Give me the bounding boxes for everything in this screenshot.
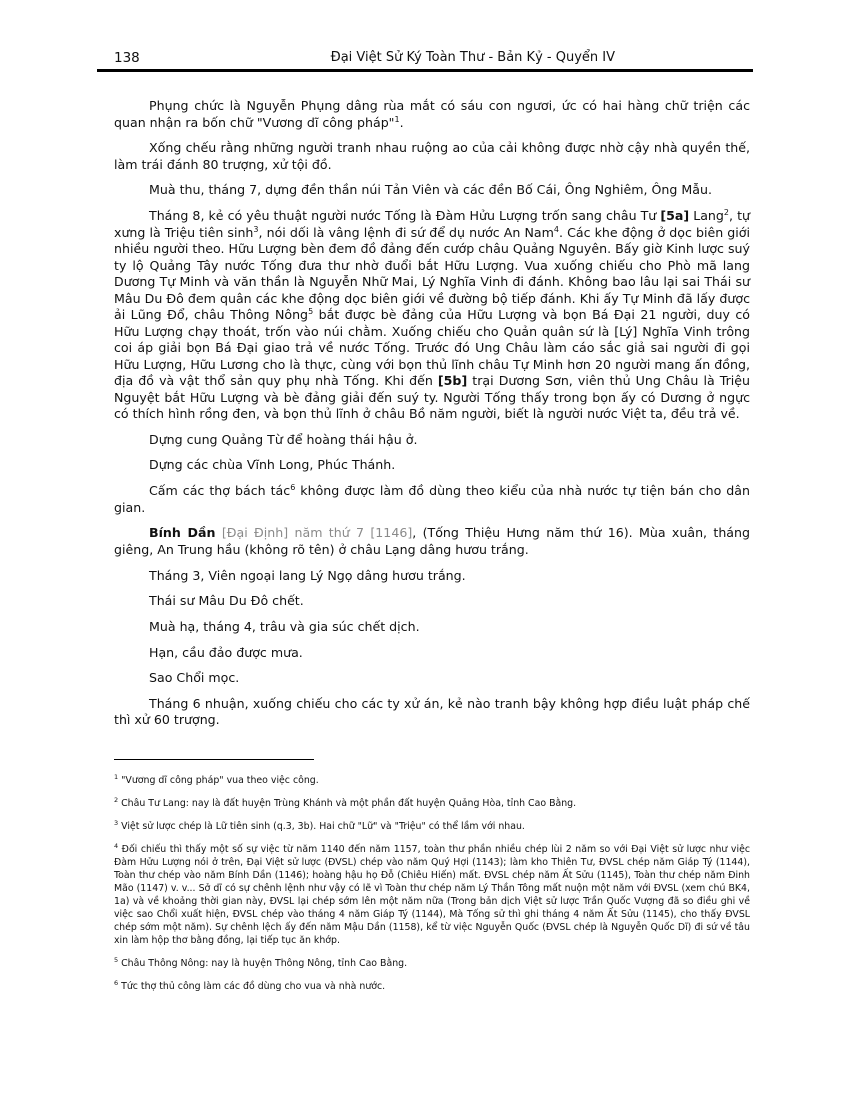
body-text <box>114 98 750 738</box>
paragraph-4: Tháng 8, kẻ có yêu thuật người nước Tống là Đàm Hửu Lượng trốn sang châu Tư [5a] Lang$^2$, tự xưng là Triệu tiên $\sinh^3$, nói dối là vâng lệnh đi sứ để dụ nước An Nam$^4$. Các khe động ở dọc biên giới nhiều người theo. Hữu Lượng bèn đem đồ đảng đến cướp châu Quảng Nguyên. Bấy giờ Kinh lược suý ty lộ Quảng Tây nước Tống đưa thư nhờ đuổi bắt Hữu Lượng. Vua xuống chiếu cho Phò mã lang Dương Tự Minh và văn thần là Nguyễn Nhữ Mai, Lý Nghĩa Vinh đi đánh. Không bao lâu lại sai Thái sư Mâu Du Đô đem quân các khe động dọc biên giới về đường bộ tiếp đánh. Khi ấy Tự Minh đã lấy được ải Lũng Đổ, châu Thông Nông$^5$ bắt được bè đảng của Hữu Lượng và bọn Bá Đại 21 người, duy có Hữu Lượng chạy thoát, trốn vào núi chằm. Xuống chiếu cho Quản quân sứ là [Lý] Nghĩa Vinh trông coi áp giải bọn Bá Đại giao trả về nước Tống. Trước đó Ung Châu làm cáo sắc giả sai người đi gọi Hữu Lượng, Hữu Lương cho là thực, cùng với bọn thủ lĩnh châu Tự Minh hơn 20 người mang ấn đồng, địa đồ và vật thổ sản quy phụ nhà Tống. Khi đến [5b] trại Dương Sơn, viên thủ Ung Châu là Triệu Nguyệt bắt Hữu Lượng và bè đảng giải đến suý ty. Người Tống thấy trong bọn ấy có Dương ở ngực có thích hình rồng đen, và bọn thủ lĩnh ở châu Bồ năm người, biết là người nước Việt ta, đều trả về. <box>114 207 750 422</box>
footnote-4: $^4$ Đối chiếu thì thấy một số sự việc từ năm 1140 đến năm 1157, toàn thư phần nhiều chép lùi 2 năm so với Đại Việt sử lược như việc Đàm Hửu Lượng nói ở trên, Đại Việt sử lược (ĐVSL) chép vào năm Quý Hợi (1143); làm kho Thiên Tư, ĐVSL chép năm Giáp Tý (1144), Toàn thư chép vào năm Bính Dần (1146); hoàng hậu họ Đỗ (Chiêu Hiến) mất. ĐVSL chép năm Ất Sửu (1145), Toàn thư chép năm Đinh Mão (1147) v. v... Sở dĩ có sự chênh lệnh như vậy có lẽ vì Toàn thư chép năm Lý Thần Tông mất nuộn một năm với ĐVSL (xem chú BK4, 1a) và về khoảng thời gian này, ĐVSL lại chép sớm lên một năm nữa (Trong bản dịch Việt sử lược Trần Quốc Vượng đã so điều ghi về việc sao Chổi xuất hiện, ĐVSL chép vào tháng 4 năm Giáp Tý (1144), Mà Tống sử thì ghi tháng 4 năm Ất Sửu (1145), cho thấy ĐVSL chép sớm một năm). Sự chênh lệch ấy đến năm Mậu Dần (1158), kể từ việc Nguyễn Quốc (ĐVSL chép là Nguyễn Quốc Dĩ) đi sứ về tâu xin làm hộp thơ bằng đồng, lại tiếp tục ăn khớp. <box>114 841 750 946</box>
year-heading: Bính Dần <box>149 525 216 541</box>
paragraph-11: Muà hạ, tháng 4, trâu và gia súc chết dịch. <box>149 618 420 634</box>
page-number: 138 <box>114 50 140 66</box>
footnote-ref-6[interactable]: 6 <box>290 482 296 492</box>
page-marker-5a: [5a] <box>660 208 690 224</box>
paragraph-14: Tháng 6 nhuận, xuống chiếu cho các ty xử án, kẻ nào tranh bậy không hợp điều luật pháp chế thì xử 60 trượng. <box>114 695 750 728</box>
paragraph-7: Cấm các thợ bách tác$^6$ không được làm đồ dùng theo kiểu của nhà nước tự tiện bán cho dân gian. <box>114 482 750 515</box>
footnote-3: $^3$ Việt sử lược chép là Lữ tiên sinh (q.3, 3b). Hai chữ "Lữ" và "Triệu" có thể lầm với nhau. <box>114 818 525 832</box>
footnote-separator <box>114 759 314 760</box>
footnote-1: $^1$ "Vương dĩ công pháp" vua theo việc công. <box>114 772 319 786</box>
paragraph-1: Phụng chức là Nguyễn Phụng dâng rùa mắt có sáu con ngươi, ức có hai hàng chữ triện các quan nhận ra bốn chữ "Vương dĩ công pháp"$^1$. <box>114 98 750 130</box>
footnote-ref-4[interactable]: 4 <box>553 224 559 234</box>
paragraph-5: Dựng cung Quảng Từ để hoàng thái hậu ở. <box>149 431 418 447</box>
running-title: Đại Việt Sử Ký Toàn Thư - Bản Kỷ - Quyển IV <box>330 50 615 65</box>
paragraph-10: Thái sư Mâu Du Đô chết. <box>149 593 304 609</box>
page-header <box>97 48 753 70</box>
paragraph-9: Tháng 3, Viên ngoại lang Lý Ngọ dâng hươu trắng. <box>149 567 466 583</box>
footnote-ref-2[interactable]: 2 <box>723 207 730 217</box>
paragraph-2: Xống chếu rằng những người tranh nhau ruộng ao của cải không được nhờ cậy nhà quyền thế, làm trái đánh 80 trượng, xử tội đồ. <box>114 140 750 172</box>
paragraph-6: Dựng các chùa Vĩnh Long, Phúc Thánh. <box>149 457 396 473</box>
paragraph-8: Bính Dần [Đại Định] năm thứ 7 [1146], (Tống Thiệu Hưng năm thứ 16). Mùa xuân, tháng giêng, An Trung hầu (không rõ tên) ở châu Lạng dâng hươu trắng. <box>114 525 750 557</box>
paragraph-12: Hạn, cầu đảo được mưa. <box>149 644 303 660</box>
footnote-2: $^2$ Châu Tư Lang: nay là đất huyện Trùng Khánh và một phần đất huyện Quảng Hòa, tỉnh Cao Bằng. <box>114 795 577 809</box>
footnote-6: $^6$ Tức thợ thủ công làm các đồ dùng cho vua và nhà nước. <box>114 978 386 992</box>
footnote-ref-1[interactable]: 1 <box>394 114 400 124</box>
paragraph-3: Muà thu, tháng 7, dựng đền thần núi Tản Viên và các đền Bố Cái, Ông Nghiêm, Ông Mẫu. <box>149 182 712 198</box>
paragraph-13: Sao Chổi mọc. <box>149 670 240 686</box>
header-rule <box>97 69 753 72</box>
footnotes <box>114 774 750 1003</box>
footnote-ref-5[interactable]: 5 <box>308 306 314 316</box>
footnote-5: $^5$ Châu Thông Nông: nay là huyện Thông Nông, tỉnh Cao Bằng. <box>114 955 408 969</box>
footnote-ref-3[interactable]: 3 <box>253 224 259 234</box>
page-marker-5b: [5b] <box>437 373 468 389</box>
reign-year: [Đại Định] năm thứ 7 [1146] <box>215 525 413 541</box>
